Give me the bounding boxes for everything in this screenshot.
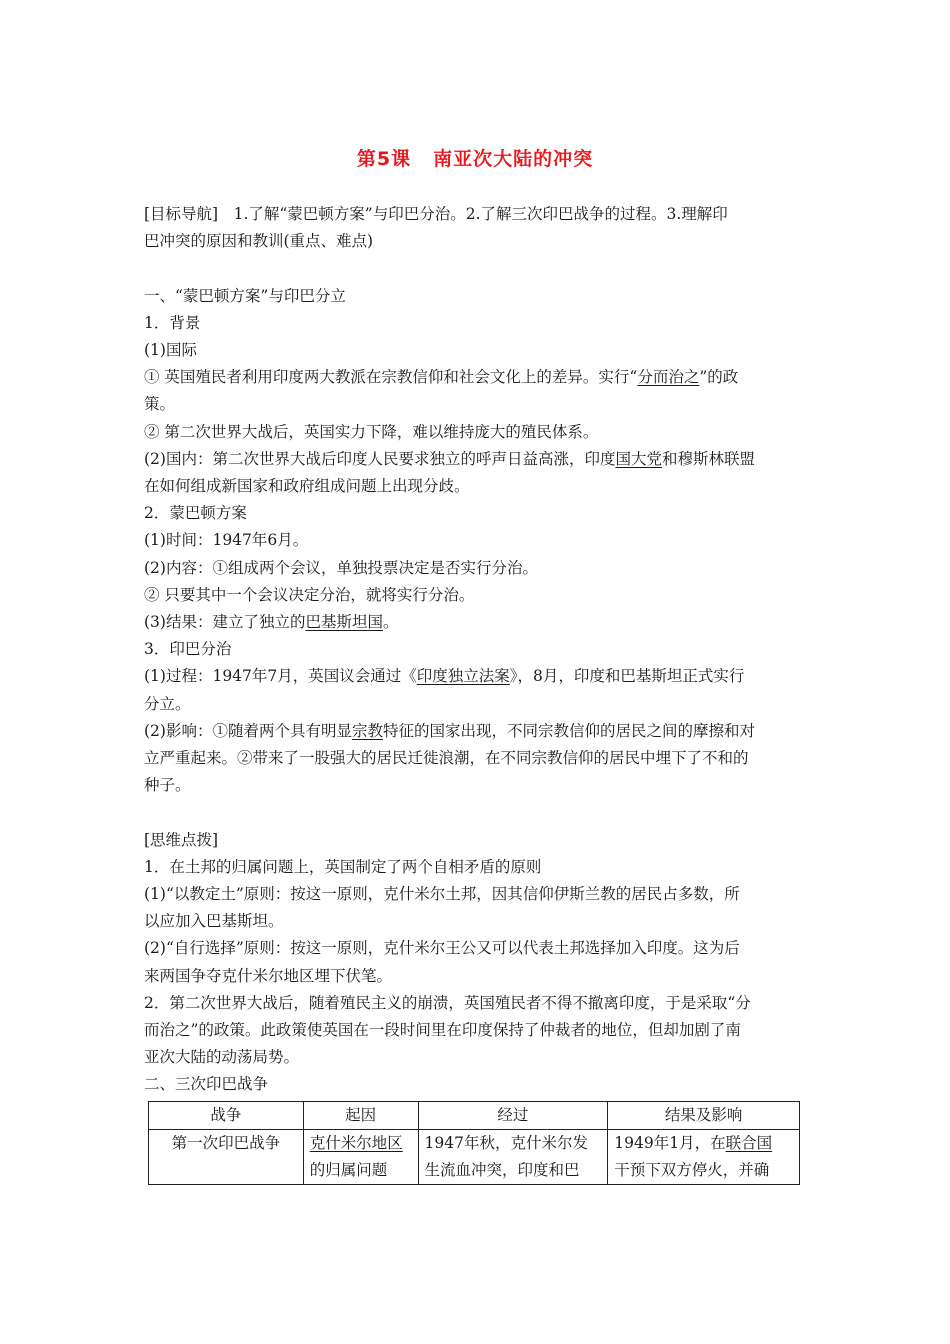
partition-process: (1)过程：1947年7月，英国议会通过《印度独立法案》，8月，印度和巴基斯坦正式实行 [144,667,745,686]
partition-influence-cont: 立严重起来。②带来了一股强大的居民迁徙浪潮，在不同宗教信仰的居民中埋下了不和的 [144,749,749,768]
intl-point-2: ② 第二次世界大战后，英国实力下降，难以维持庞大的殖民体系。 [144,422,599,441]
background-title: 1．背景 [144,313,201,332]
india-pakistan-wars-table [148,1101,800,1185]
goal-line-2: 巴冲突的原因和教训(重点、难点) [144,232,374,251]
key-term: 印度独立法案 [416,667,510,686]
column-header: 起因 [303,1101,418,1129]
mountbatten-content: (2)内容：①组成两个会议，单独投票决定是否实行分治。 [144,558,538,577]
thinking-point-1b-cont: 来两国争夺克什米尔地区埋下伏笔。 [144,966,393,985]
table-header-row [149,1101,800,1129]
document-body [144,201,806,1185]
thinking-point-1b: (2)“自行选择”原则：按这一原则，克什米尔王公又可以代表土邦选择加入印度。这为后 [144,939,740,958]
column-header: 经过 [418,1101,608,1129]
column-header: 战争 [149,1101,304,1129]
partition-influence-cont-2: 种子。 [144,776,191,795]
thinking-point-1a: (1)“以教定土”原则：按这一原则，克什米尔土邦，因其信仰伊斯兰教的居民占多数，所 [144,885,740,904]
result-cell: 1949年1月，在联合国 干预下双方停火，并确 [608,1129,800,1184]
key-term: 分而治之 [637,368,700,387]
table-row [149,1129,800,1184]
thinking-heading: [思维点拨] [144,830,219,849]
thinking-point-2-cont-2: 亚次大陆的动荡局势。 [144,1048,300,1067]
section1-heading: 一、“蒙巴顿方案”与印巴分立 [144,286,346,305]
international-label: (1)国际 [144,341,197,359]
lesson-title [144,144,806,171]
key-term: 宗教 [351,721,383,740]
mountbatten-result: (3)结果：建立了独立的巴基斯坦国。 [144,613,399,632]
domestic-point-cont: 在如何组成新国家和政府组成问题上出现分歧。 [144,477,470,496]
column-header: 结果及影响 [608,1101,800,1129]
key-term: 克什米尔地区 [309,1133,403,1152]
thinking-point-1a-cont: 以应加入巴基斯坦。 [144,912,284,931]
mountbatten-content-2: ② 只要其中一个会议决定分治，就将实行分治。 [144,585,475,604]
key-term: 联合国 [725,1133,773,1152]
thinking-point-1: 1．在土邦的归属问题上，英国制定了两个自相矛盾的原则 [144,857,542,876]
lesson-number: 第5课 [356,148,412,170]
partition-title: 3．印巴分治 [144,640,232,659]
war-cell: 第一次印巴战争 [149,1129,304,1184]
thinking-point-2: 2．第二次世界大战后，随着殖民主义的崩溃，英国殖民者不得不撤离印度，于是采取“分 [144,993,751,1012]
intl-point-1: ① 英国殖民者利用印度两大教派在宗教信仰和社会文化上的差异。实行“分而治之”的政 [144,368,739,387]
lesson-name: 南亚次大陆的冲突 [433,148,594,170]
section2-heading: 二、三次印巴战争 [144,1075,269,1094]
process-cell: 1947年秋，克什米尔发 生流血冲突，印度和巴 [418,1129,608,1184]
thinking-point-2-cont: 而治之”的政策。此政策使英国在一段时间里在印度保持了仲裁者的地位，但却加剧了南 [144,1021,741,1040]
partition-process-cont: 分立。 [144,694,191,713]
partition-influence: (2)影响：①随着两个具有明显宗教特征的国家出现，不同宗教信仰的居民之间的摩擦和对 [144,721,755,740]
key-term: 国大党 [615,449,662,468]
domestic-point: (2)国内：第二次世界大战后印度人民要求独立的呼声日益高涨，印度国大党和穆斯林联盟 [144,449,755,468]
key-term: 巴基斯坦国 [305,613,383,632]
intl-point-1-cont: 策。 [144,395,176,414]
cause-cell: 克什米尔地区 的归属问题 [303,1129,418,1184]
mountbatten-title: 2．蒙巴顿方案 [144,504,247,523]
goal-line-1: [目标导航] 1.了解“蒙巴顿方案”与印巴分治。2.了解三次印巴战争的过程。3.理解印 [144,205,728,223]
mountbatten-time: (1)时间：1947年6月。 [144,531,309,550]
